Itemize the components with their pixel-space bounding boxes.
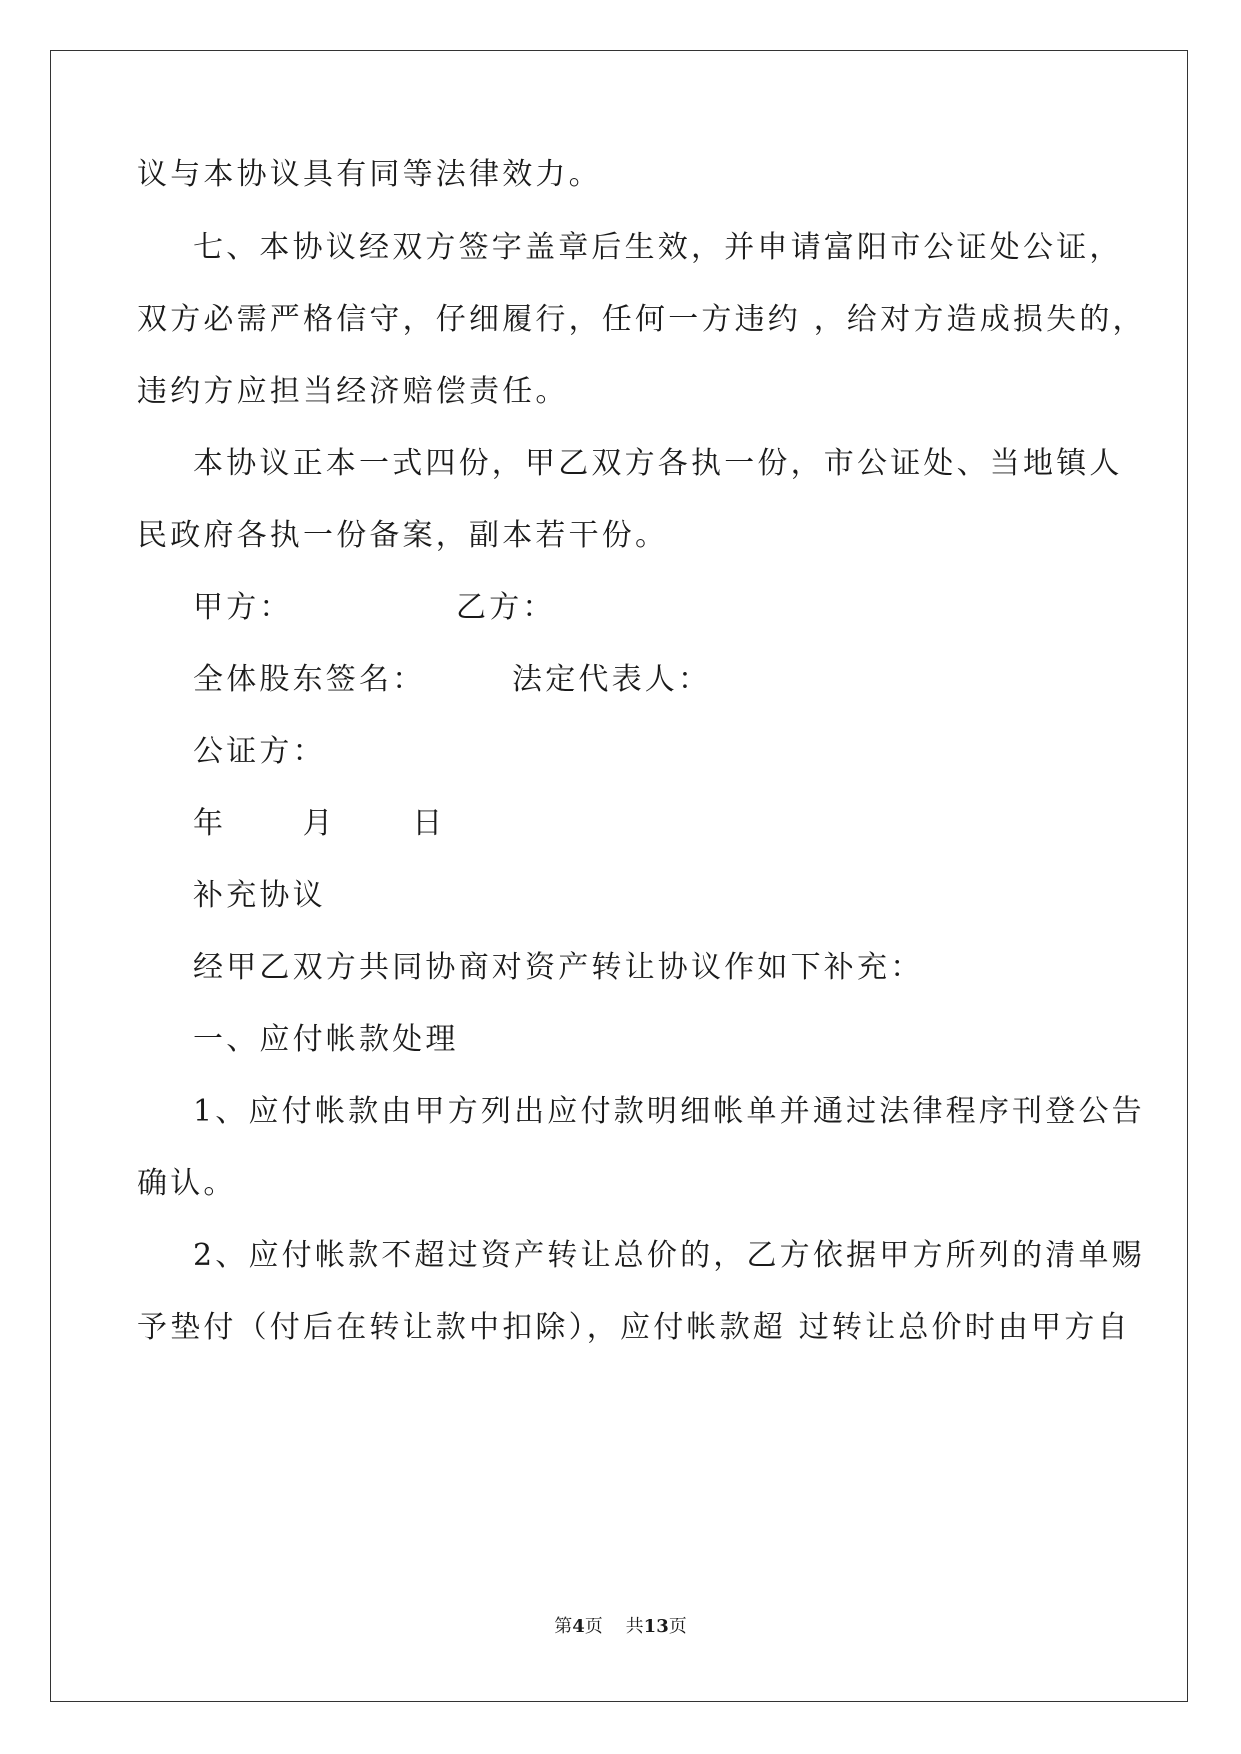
notary-label: 公证方： xyxy=(193,734,326,769)
clause-seven-line-2: 双方必需严格信守，仔细履行，任何一方违约 ，给对方造成损失的， xyxy=(137,302,1146,337)
footer-prefix: 第 xyxy=(554,1616,573,1637)
section-one-heading: 一、应付帐款处理 xyxy=(193,1022,459,1057)
legal-representative-label: 法定代表人： xyxy=(512,662,712,697)
footer-total-suffix: 页 xyxy=(668,1616,687,1637)
item-two: 2、应付帐款不超过资产转让总价的，乙方依据甲方所列的清单赐 xyxy=(193,1238,1145,1273)
date-line: 年 月 日 xyxy=(193,806,446,841)
item-one-line-2: 确认。 xyxy=(137,1166,237,1201)
clause-seven: 七、本协议经双方签字盖章后生效，并申请富阳市公证处公证， xyxy=(193,230,1123,265)
item-two-line-2: 予垫付（付后在转让款中扣除），应付帐款超 过转让总价时由甲方自 xyxy=(137,1310,1131,1345)
page-footer xyxy=(0,1615,1241,1639)
footer-page-number: 4 xyxy=(572,1616,585,1637)
party-a-label: 甲方： xyxy=(193,590,293,625)
copies-paragraph-line-2: 民政府各执一份备案，副本若干份。 xyxy=(137,518,669,553)
footer-total-prefix: 共 xyxy=(625,1616,644,1637)
party-b-label: 乙方： xyxy=(456,590,556,625)
text-line-continuation: 议与本协议具有同等法律效力。 xyxy=(137,157,602,192)
shareholders-signature-label: 全体股东签名： xyxy=(193,662,426,697)
supplementary-agreement-heading: 补充协议 xyxy=(193,878,326,913)
supplementary-intro: 经甲乙双方共同协商对资产转让协议作如下补充： xyxy=(193,950,924,985)
footer-page-suffix: 页 xyxy=(584,1616,603,1637)
footer-total-pages: 13 xyxy=(643,1616,669,1637)
clause-seven-line-3: 违约方应担当经济赔偿责任。 xyxy=(137,374,569,409)
item-one: 1、应付帐款由甲方列出应付款明细帐单并通过法律程序刊登公告 xyxy=(193,1094,1145,1129)
copies-paragraph: 本协议正本一式四份，甲乙双方各执一份，市公证处、当地镇人 xyxy=(193,446,1123,481)
